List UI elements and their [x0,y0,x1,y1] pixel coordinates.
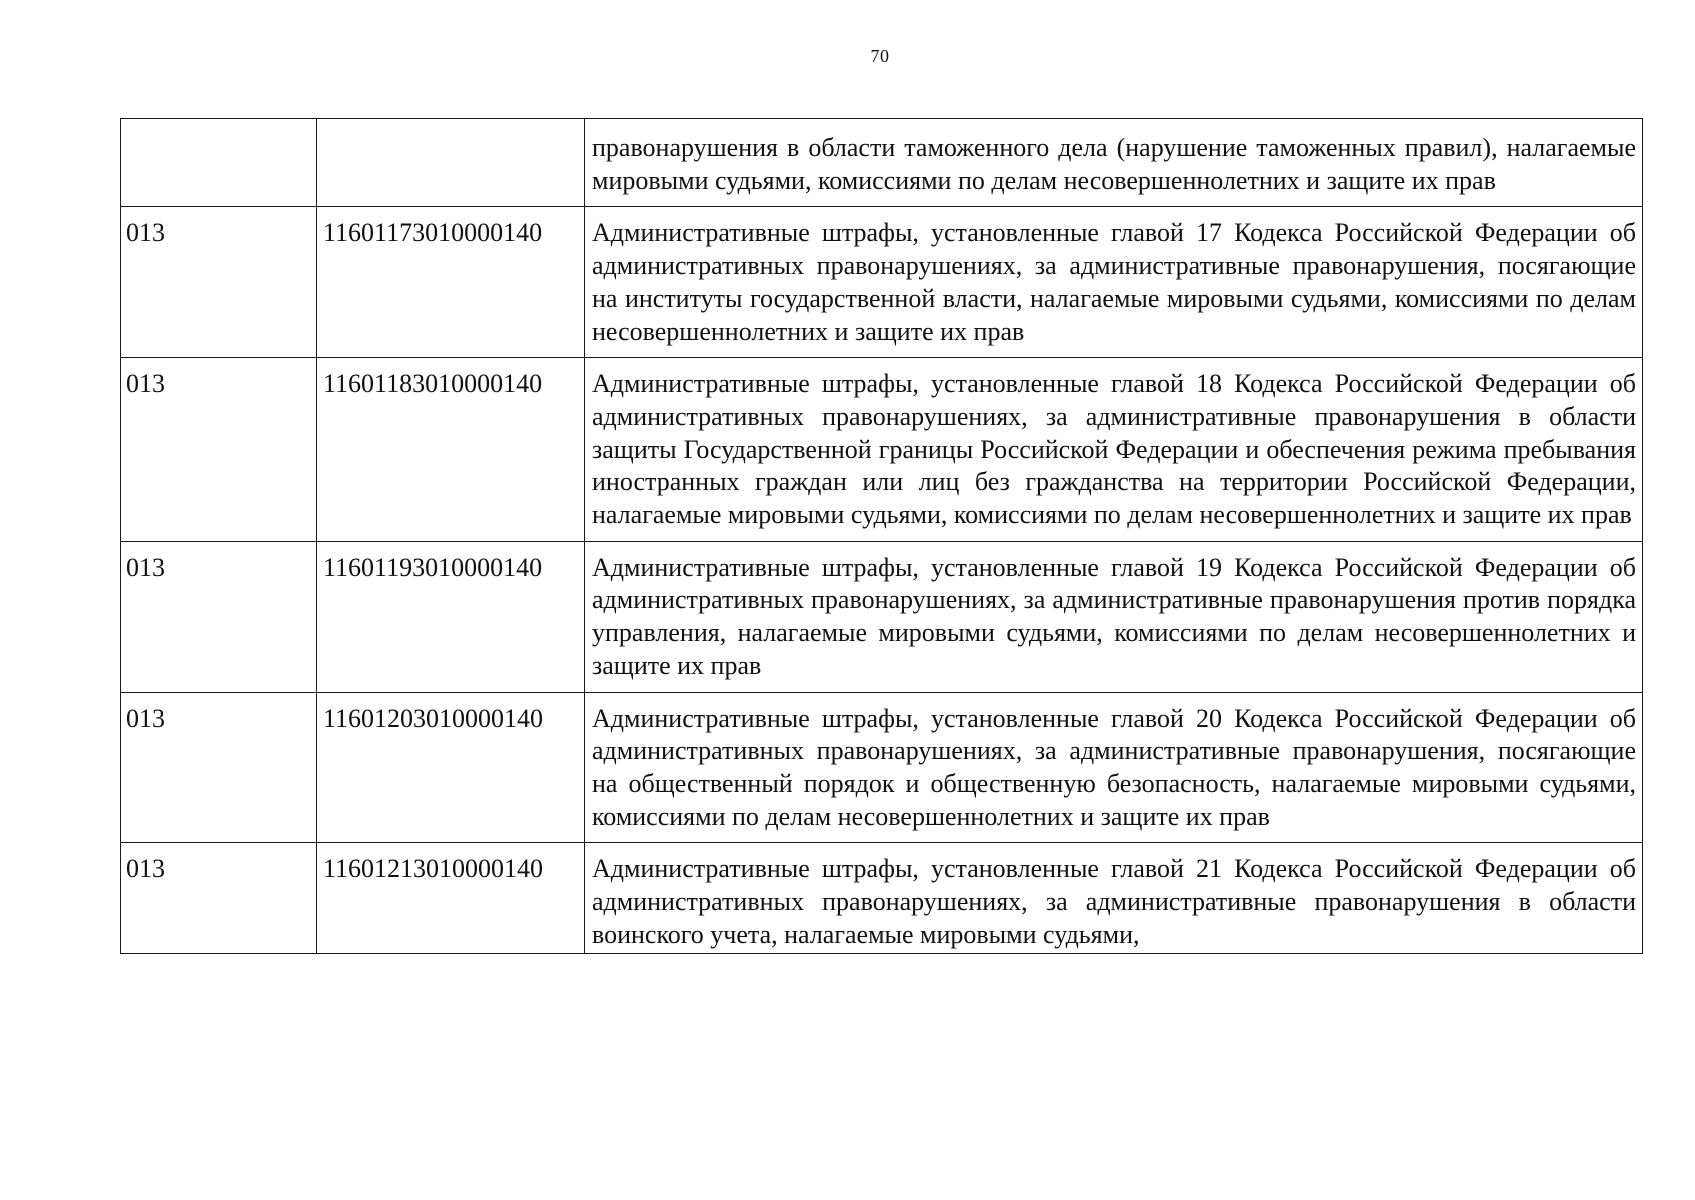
budget-code-cell [317,119,585,207]
description-cell: Административные штрафы, установленные главой 21 Кодекса Российской Федерации об административных правонарушениях, за административные правонарушения в области воинского учета, налагаемые мировыми судьями, [585,843,1643,954]
page-number: 70 [870,46,890,66]
description-cell: правонарушения в области таможенного дела (нарушение таможенных правил), налагаемые мировыми судьями, комиссиями по делам несовершеннолетних и защите их прав [585,119,1643,207]
description-cell: Административные штрафы, установленные главой 19 Кодекса Российской Федерации об административных правонарушениях, за административные правонарушения против порядка управления, налагаемые мировыми судьями, комиссиями по делам несовершеннолетних и защите их прав [585,541,1643,692]
admin-code-cell: 013 [121,843,317,954]
table-row [121,541,1643,692]
budget-code-cell: 11601193010000140 [317,541,585,692]
budget-code-cell: 11601213010000140 [317,843,585,954]
budget-code-cell: 11601173010000140 [317,207,585,358]
table-row [121,692,1643,843]
table-row [121,119,1643,207]
admin-code-cell: 013 [121,541,317,692]
admin-code-cell: 013 [121,358,317,542]
admin-code-cell [121,119,317,207]
admin-code-cell: 013 [121,207,317,358]
description-cell: Административные штрафы, установленные главой 17 Кодекса Российской Федерации об административных правонарушениях, за административные правонарушения, посягающие на институты государственной власти, налагаемые мировыми судьями, комиссиями по делам несовершеннолетних и защите их прав [585,207,1643,358]
table-row [121,843,1643,954]
budget-code-cell: 11601183010000140 [317,358,585,542]
table-row [121,207,1643,358]
budget-code-cell: 11601203010000140 [317,692,585,843]
table-row [121,358,1643,542]
description-cell: Административные штрафы, установленные главой 18 Кодекса Российской Федерации об административных правонарушениях, за административные правонарушения в области защиты Государственной границы Российской Федерации и обеспечения режима пребывания иностранных граждан или лиц без гражданства на территории Российской Федерации, налагаемые мировыми судьями, комиссиями по делам несовершеннолетних и защите их прав [585,358,1643,542]
admin-code-cell: 013 [121,692,317,843]
budget-classification-table [120,118,1643,954]
description-cell: Административные штрафы, установленные главой 20 Кодекса Российской Федерации об административных правонарушениях, за административные правонарушения, посягающие на общественный порядок и общественную безопасность, налагаемые мировыми судьями, комиссиями по делам несовершеннолетних и защите их прав [585,692,1643,843]
